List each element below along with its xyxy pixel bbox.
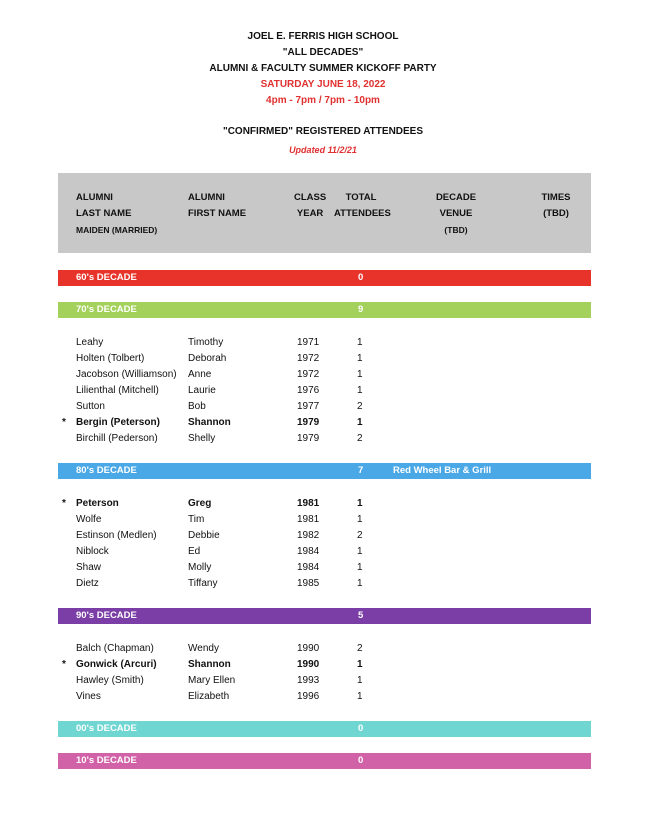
first-name: Bob (188, 401, 206, 412)
last-name: Estinson (Medlen) (76, 530, 157, 541)
decade-90s-label: 90's DECADE (76, 610, 137, 621)
last-name: Leahy (76, 337, 104, 348)
col-decade-venue-sub: (TBD) (444, 225, 468, 235)
class-year: 1990 (297, 659, 320, 670)
class-year: 1979 (297, 433, 320, 444)
class-year: 1990 (297, 643, 320, 654)
attendee-row (0, 367, 646, 383)
event-date: SATURDAY JUNE 18, 2022 (260, 79, 386, 90)
attendee-row (0, 512, 646, 528)
attendee-row (0, 431, 646, 447)
attendee-row (0, 335, 646, 351)
attendee-row (0, 673, 646, 689)
school-name: JOEL E. FERRIS HIGH SCHOOL (247, 31, 399, 42)
last-name: Wolfe (76, 514, 102, 525)
col-class-year: CLASS YEAR (294, 192, 327, 219)
first-name: Timothy (188, 337, 224, 348)
last-name: Birchill (Pederson) (76, 433, 158, 444)
total-attendees: 1 (357, 353, 363, 364)
attendee-row (0, 689, 646, 705)
priority-mark: * (62, 417, 66, 428)
decade-00s-count: 0 (358, 723, 364, 734)
attendee-row (0, 641, 646, 657)
decade-60s-count: 0 (358, 272, 364, 283)
class-year: 1981 (297, 498, 320, 509)
class-year: 1984 (297, 546, 320, 557)
total-attendees: 1 (357, 675, 363, 686)
col-last-name: ALUMNI LAST NAME (76, 192, 132, 219)
priority-mark: * (62, 659, 66, 670)
total-attendees: 2 (357, 433, 363, 444)
total-attendees: 1 (357, 562, 363, 573)
col-times: TIMES (TBD) (541, 192, 571, 219)
col-first-name: ALUMNI FIRST NAME (188, 192, 247, 219)
total-attendees: 1 (357, 659, 363, 670)
total-attendees: 2 (357, 401, 363, 412)
first-name: Wendy (188, 643, 219, 654)
first-name: Deborah (188, 353, 227, 364)
decade-00s-band (58, 721, 591, 737)
first-name: Shelly (188, 433, 216, 444)
last-name: Gonwick (Arcuri) (76, 659, 157, 670)
decade-90s-count: 5 (358, 610, 364, 621)
first-name: Molly (188, 562, 212, 573)
class-year: 1976 (297, 385, 320, 396)
last-name: Sutton (76, 401, 105, 412)
total-attendees: 1 (357, 546, 363, 557)
total-attendees: 1 (357, 417, 363, 428)
class-year: 1981 (297, 514, 320, 525)
class-year: 1979 (297, 417, 320, 428)
total-attendees: 2 (357, 643, 363, 654)
class-year: 1985 (297, 578, 320, 589)
total-attendees: 1 (357, 578, 363, 589)
col-last-name-sub: MAIDEN (MARRIED) (76, 225, 158, 235)
first-name: Anne (188, 369, 212, 380)
class-year: 1996 (297, 691, 320, 702)
total-attendees: 1 (357, 498, 363, 509)
total-attendees: 1 (357, 691, 363, 702)
col-total-attendees: TOTAL ATTENDEES (334, 192, 391, 219)
attendee-row (0, 496, 646, 512)
first-name: Elizabeth (188, 691, 230, 702)
last-name: Balch (Chapman) (76, 643, 154, 654)
col-decade-venue: DECADE VENUE (435, 192, 477, 219)
last-name: Bergin (Peterson) (76, 417, 160, 428)
event-title: ALUMNI & FACULTY SUMMER KICKOFF PARTY (209, 63, 437, 74)
class-year: 1977 (297, 401, 320, 412)
total-attendees: 1 (357, 514, 363, 525)
first-name: Mary Ellen (188, 675, 236, 686)
attendee-row (0, 560, 646, 576)
total-attendees: 2 (357, 530, 363, 541)
decade-80s-venue: Red Wheel Bar & Grill (393, 465, 492, 476)
attendee-row (0, 399, 646, 415)
last-name: Lilienthal (Mitchell) (76, 385, 159, 396)
decade-70s-label: 70's DECADE (76, 304, 137, 315)
first-name: Shannon (188, 417, 231, 428)
attendee-row (0, 657, 646, 673)
attendee-row (0, 351, 646, 367)
event-tagline: "ALL DECADES" (282, 47, 364, 58)
first-name: Shannon (188, 659, 231, 670)
decade-60s-band (58, 270, 591, 286)
last-name: Dietz (76, 578, 99, 589)
class-year: 1993 (297, 675, 320, 686)
decade-70s-count: 9 (358, 304, 364, 315)
attendee-row (0, 383, 646, 399)
decade-80s-band (58, 463, 591, 479)
attendee-row (0, 415, 646, 431)
decade-90s-band (58, 608, 591, 624)
class-year: 1972 (297, 369, 320, 380)
class-year: 1982 (297, 530, 320, 541)
class-year: 1972 (297, 353, 320, 364)
attendee-row (0, 528, 646, 544)
attendee-row (0, 544, 646, 560)
last-name: Niblock (76, 546, 109, 557)
decade-60s-label: 60's DECADE (76, 272, 137, 283)
decade-70s-band (58, 302, 591, 318)
first-name: Laurie (188, 385, 216, 396)
total-attendees: 1 (357, 369, 363, 380)
last-name: Shaw (76, 562, 102, 573)
list-title: "CONFIRMED" REGISTERED ATTENDEES (222, 126, 424, 137)
first-name: Tim (188, 514, 205, 525)
decade-10s-label: 10's DECADE (76, 755, 137, 766)
decade-80s-label: 80's DECADE (76, 465, 137, 476)
last-name: Jacobson (Williamson) (76, 369, 177, 380)
class-year: 1984 (297, 562, 320, 573)
updated-date: Updated 11/2/21 (289, 145, 357, 155)
last-name: Hawley (Smith) (76, 675, 144, 686)
decade-00s-label: 00's DECADE (76, 723, 137, 734)
first-name: Greg (188, 498, 212, 509)
decade-10s-band (58, 753, 591, 769)
total-attendees: 1 (357, 385, 363, 396)
last-name: Vines (76, 691, 101, 702)
first-name: Tiffany (188, 578, 218, 589)
decade-10s-count: 0 (358, 755, 364, 766)
first-name: Debbie (188, 530, 220, 541)
last-name: Peterson (76, 498, 119, 509)
priority-mark: * (62, 498, 66, 509)
event-times: 4pm - 7pm / 7pm - 10pm (266, 95, 380, 106)
attendee-row (0, 576, 646, 592)
total-attendees: 1 (357, 337, 363, 348)
last-name: Holten (Tolbert) (76, 353, 145, 364)
decade-80s-count: 7 (358, 465, 364, 476)
class-year: 1971 (297, 337, 320, 348)
first-name: Ed (188, 546, 201, 557)
